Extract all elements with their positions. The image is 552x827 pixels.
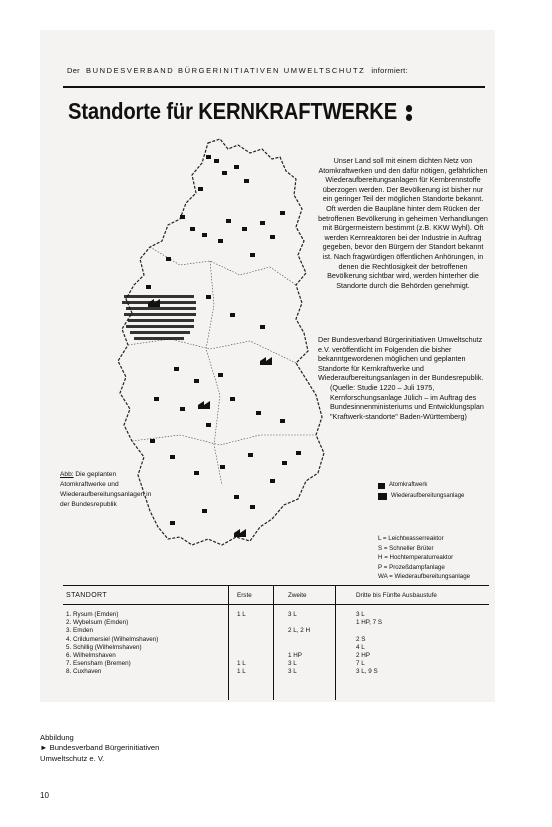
figure-caption	[40, 733, 159, 764]
caption-text: Die geplanten Atomkraftwerke und Wiederaufbereitungsanlagen in der Bundesrepublik	[60, 471, 152, 508]
table-cell: 7 L	[356, 660, 365, 668]
table-cell: 1. Rysum (Emden)	[66, 611, 119, 618]
th-zweite: Zweite	[288, 591, 307, 599]
th-erste: Erste	[237, 591, 252, 599]
abbr-item: P = Prozeßdampfanlage	[378, 563, 445, 571]
header-informiert: informiert:	[371, 66, 408, 75]
table-cell: 5. Schillig (Wilhelmshaven)	[66, 643, 142, 651]
legend-atom	[378, 480, 464, 491]
table-cell: 1 L	[237, 611, 246, 618]
abbr-item: L = Leichtwasserreaktor	[378, 535, 444, 542]
table-cell	[237, 627, 282, 635]
source-intro: Der Bundesverband Bürgerinitiativen Umweltschutz e.V. veröffentlicht im Folgenden die bisher bekanntgewordenen möglichen und geplanten Standorte für Kernkraftwerke und Wiederaufbereitungsanlagen in der Bundesrepublik.	[318, 335, 484, 383]
table-col-divider	[273, 585, 274, 700]
table-cell: 3. Emden	[66, 627, 93, 635]
state-border-1	[150, 247, 296, 285]
abbr-item: S = Schneller Brüter	[378, 544, 434, 552]
legend-wa-label: Wiederaufbereitungsanlage	[391, 493, 465, 499]
col-dritte	[350, 611, 489, 677]
table-cell	[288, 619, 350, 627]
table-cell	[237, 636, 282, 644]
table-col-divider	[335, 585, 336, 700]
table-cell: 2. Wybelsum (Emden)	[66, 619, 129, 627]
table-cell: 2 S	[356, 635, 366, 643]
col-erste	[231, 611, 282, 677]
col-standort	[63, 611, 231, 677]
abbr-item: WA = Wiederaufbereitungsanlage	[378, 573, 471, 581]
figure-caption-title: Abbildung	[40, 733, 74, 742]
figure-caption-line2: Umweltschutz e. V.	[40, 753, 105, 763]
state-border-3	[132, 435, 316, 445]
legend-atom-label: Atomkraftwerk	[389, 482, 428, 488]
source-paragraph	[318, 335, 488, 421]
atom-symbol-icon	[378, 483, 385, 489]
table-cell: 1 HP	[288, 652, 302, 660]
header-org: BUNDESVERBAND BÜRGERINITIATIVEN UMWELTSCHUTZ	[86, 66, 366, 75]
figure-caption-line1: ► Bundesverband Bürgerinitiativen	[40, 743, 160, 753]
table-cell: 8. Cuxhaven	[66, 668, 102, 676]
table-cell: 4 L	[356, 643, 365, 651]
intro-paragraph: Unser Land soll mit einem dichten Netz von Atomkraftwerken und den dafür nötigen, gefährlichen Wiederaufbereitungsanlagen für Kernbrennstoffe überzogen werden. Der Bevölkerung ist bisher nur ein geringer Teil der möglichen Standorte bekannt. Oft werden die Baupläne hinter dem Rücken der betroffenen Bevölkerung in geheimen Verhandlungen mit Bürgermeistern bestimmt (z.B. KKW Wyhl). Oft werden Kernreaktoren bei der Industrie in Auftrag gegeben, bevor den Bürgern der Standort bekannt ist. Nach fragwürdigen öffentlichen Anhörungen, in denen die Rechtlosigkeit der betroffenen Bevölkerung sichtbar wird, werden hinterher die Standorte durch die Behörden genehmigt.	[318, 156, 488, 290]
wa-symbol-icon	[378, 493, 387, 500]
table-cell: 3 L	[288, 660, 297, 668]
table-cell	[356, 627, 489, 635]
th-dritte: Dritte bis Fünfte Ausbaustufe	[356, 591, 437, 599]
wa-markers	[148, 299, 272, 537]
table-cell: 3 L, 9 S	[356, 668, 378, 676]
table-cell: 3 L	[356, 611, 365, 618]
map-caption	[60, 470, 160, 510]
table-cell	[288, 636, 350, 644]
header-rule	[63, 86, 485, 88]
table-cell	[237, 652, 282, 660]
table-body	[63, 605, 489, 677]
th-standort: STANDORT	[66, 591, 108, 599]
title-text: Standorte für KERNKRAFTWERKE	[68, 98, 398, 124]
col-zweite	[282, 611, 350, 677]
table-cell	[237, 619, 282, 627]
page-number: 10	[40, 791, 49, 800]
colon-dots	[406, 103, 412, 123]
caption-label: Abb:	[60, 471, 74, 478]
table-cell: 2 HP	[356, 652, 370, 660]
header-line	[67, 66, 487, 75]
table-cell: 1 L	[237, 660, 246, 668]
table-cell: 7. Esensham (Bremen)	[66, 660, 131, 668]
table-cell: 6. Wilhelmshaven	[66, 652, 116, 660]
table-cell: 3 L	[288, 668, 297, 676]
abbr-item: H = Hochtemperaturreaktor	[378, 554, 454, 562]
header-der: Der	[67, 66, 80, 75]
page-title	[68, 98, 412, 125]
table-header	[63, 586, 489, 604]
table-col-divider	[228, 585, 229, 700]
table-cell: 1 L	[237, 668, 246, 676]
abbreviation-list	[378, 534, 470, 582]
standort-table	[63, 585, 489, 677]
table-cell: 1 HP, 7 S	[356, 619, 383, 627]
table-cell: 2 L, 2 H	[288, 627, 311, 635]
table-cell	[237, 644, 282, 652]
table-cell	[288, 644, 350, 652]
source-citation: (Quelle: Studie 1220 – Juli 1975, Kernforschungsanlage Jülich – im Auftrag des Bundesinnenministeriums und Entwicklungsplan "Kraftwerk-standorte" Baden-Württemberg)	[330, 382, 484, 421]
map-legend	[378, 480, 464, 502]
table-cell: 3 L	[288, 611, 297, 618]
legend-wa	[378, 491, 464, 502]
table-cell: 4. Crildumersiel (Wilhelmshaven)	[66, 635, 159, 643]
